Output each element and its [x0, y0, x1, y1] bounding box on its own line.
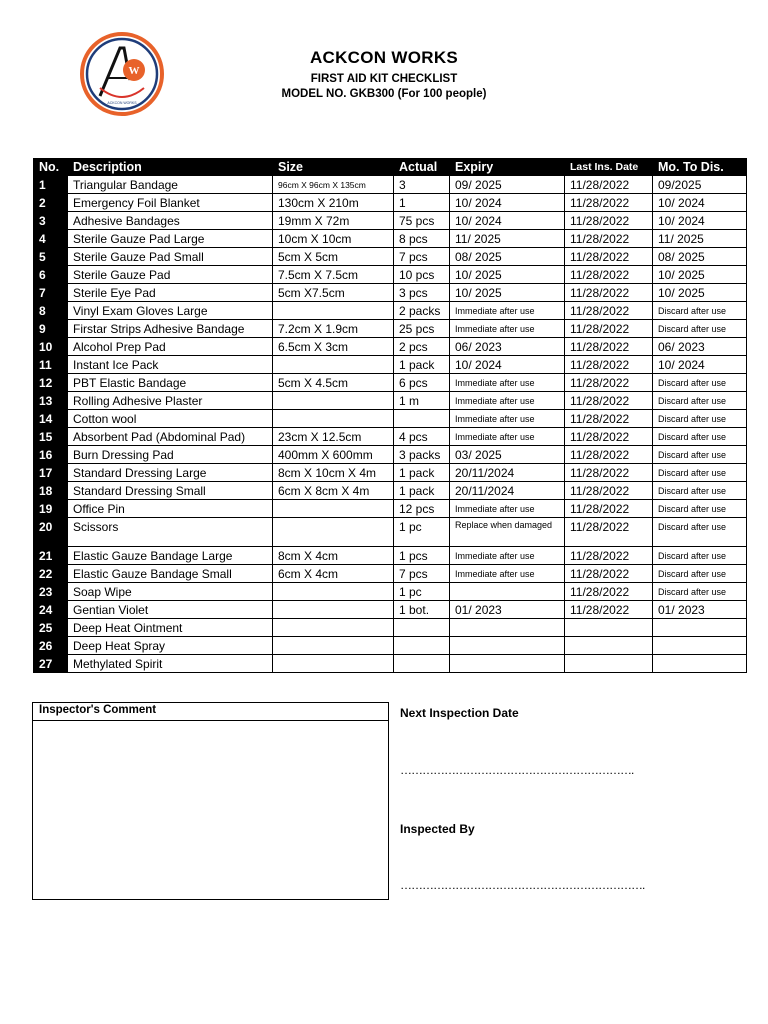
row-mo-to-dis: 11/ 2025 [653, 230, 747, 248]
row-no: 10 [34, 338, 68, 356]
row-size: 8cm X 10cm X 4m [273, 464, 394, 482]
checklist-table [33, 158, 747, 673]
row-last-ins-date [565, 619, 653, 637]
row-description: Firstar Strips Adhesive Bandage [68, 320, 273, 338]
row-expiry [450, 619, 565, 637]
table-row [34, 392, 747, 410]
row-last-ins-date: 11/28/2022 [565, 266, 653, 284]
row-size: 6cm X 8cm X 4m [273, 482, 394, 500]
row-mo-to-dis: 01/ 2023 [653, 601, 747, 619]
row-last-ins-date [565, 655, 653, 673]
row-mo-to-dis: Discard after use [653, 374, 747, 392]
row-no: 11 [34, 356, 68, 374]
row-no: 27 [34, 655, 68, 673]
row-no: 8 [34, 302, 68, 320]
row-last-ins-date: 11/28/2022 [565, 428, 653, 446]
row-expiry: 10/ 2024 [450, 194, 565, 212]
row-mo-to-dis: 08/ 2025 [653, 248, 747, 266]
row-actual: 25 pcs [394, 320, 450, 338]
row-expiry: Immediate after use [450, 565, 565, 583]
row-no: 5 [34, 248, 68, 266]
table-row [34, 565, 747, 583]
row-last-ins-date: 11/28/2022 [565, 464, 653, 482]
row-last-ins-date: 11/28/2022 [565, 565, 653, 583]
row-no: 17 [34, 464, 68, 482]
row-size: 130cm X 210m [273, 194, 394, 212]
row-description: Burn Dressing Pad [68, 446, 273, 464]
row-actual [394, 637, 450, 655]
row-expiry: Immediate after use [450, 320, 565, 338]
row-mo-to-dis: Discard after use [653, 464, 747, 482]
row-size [273, 601, 394, 619]
row-actual: 8 pcs [394, 230, 450, 248]
row-no: 15 [34, 428, 68, 446]
row-description: Sterile Gauze Pad Small [68, 248, 273, 266]
col-header-last-ins-date: Last Ins. Date [565, 159, 653, 176]
table-row [34, 374, 747, 392]
row-description: Methylated Spirit [68, 655, 273, 673]
row-last-ins-date: 11/28/2022 [565, 248, 653, 266]
row-last-ins-date: 11/28/2022 [565, 374, 653, 392]
row-description: PBT Elastic Bandage [68, 374, 273, 392]
row-last-ins-date: 11/28/2022 [565, 284, 653, 302]
row-expiry: 01/ 2023 [450, 601, 565, 619]
row-description: Rolling Adhesive Plaster [68, 392, 273, 410]
row-actual: 1 [394, 194, 450, 212]
row-actual [394, 619, 450, 637]
row-no: 26 [34, 637, 68, 655]
row-actual: 1 pcs [394, 547, 450, 565]
row-no: 7 [34, 284, 68, 302]
row-expiry: 06/ 2023 [450, 338, 565, 356]
row-description: Elastic Gauze Bandage Small [68, 565, 273, 583]
table-row [34, 410, 747, 428]
row-expiry: Immediate after use [450, 392, 565, 410]
table-row [34, 302, 747, 320]
row-actual: 12 pcs [394, 500, 450, 518]
row-expiry: 10/ 2024 [450, 356, 565, 374]
col-header-actual: Actual [394, 159, 450, 176]
row-size: 5cm X 5cm [273, 248, 394, 266]
row-size [273, 619, 394, 637]
row-description: Triangular Bandage [68, 176, 273, 194]
row-expiry: 20/11/2024 [450, 482, 565, 500]
row-size [273, 583, 394, 601]
row-actual: 3 pcs [394, 284, 450, 302]
row-no: 16 [34, 446, 68, 464]
table-row [34, 619, 747, 637]
row-no: 25 [34, 619, 68, 637]
row-size: 5cm X7.5cm [273, 284, 394, 302]
table-row [34, 266, 747, 284]
row-expiry [450, 637, 565, 655]
row-description: Vinyl Exam Gloves Large [68, 302, 273, 320]
table-header-row [34, 159, 747, 176]
col-header-expiry: Expiry [450, 159, 565, 176]
row-actual: 2 packs [394, 302, 450, 320]
row-description: Standard Dressing Small [68, 482, 273, 500]
row-last-ins-date: 11/28/2022 [565, 547, 653, 565]
document-subtitle: FIRST AID KIT CHECKLIST [310, 73, 458, 85]
row-description: Deep Heat Spray [68, 637, 273, 655]
row-mo-to-dis: 10/ 2024 [653, 194, 747, 212]
table-row [34, 428, 747, 446]
row-no: 12 [34, 374, 68, 392]
row-mo-to-dis: Discard after use [653, 565, 747, 583]
row-size: 7.2cm X 1.9cm [273, 320, 394, 338]
next-inspection-date-line[interactable]: ………………………………………………………. [400, 763, 634, 777]
row-mo-to-dis [653, 637, 747, 655]
table-row [34, 500, 747, 518]
row-mo-to-dis: Discard after use [653, 482, 747, 500]
row-no: 23 [34, 583, 68, 601]
table-row [34, 338, 747, 356]
row-no: 13 [34, 392, 68, 410]
row-mo-to-dis: 10/ 2024 [653, 212, 747, 230]
table-row [34, 482, 747, 500]
row-description: Soap Wipe [68, 583, 273, 601]
row-size: 23cm X 12.5cm [273, 428, 394, 446]
row-size: 6.5cm X 3cm [273, 338, 394, 356]
row-mo-to-dis [653, 619, 747, 637]
row-size: 400mm X 600mm [273, 446, 394, 464]
row-actual: 1 pc [394, 518, 450, 547]
row-size [273, 518, 394, 547]
row-expiry: 20/11/2024 [450, 464, 565, 482]
row-actual: 2 pcs [394, 338, 450, 356]
row-mo-to-dis: 09/2025 [653, 176, 747, 194]
row-expiry: Immediate after use [450, 374, 565, 392]
row-last-ins-date: 11/28/2022 [565, 482, 653, 500]
table-row [34, 194, 747, 212]
row-mo-to-dis: Discard after use [653, 500, 747, 518]
row-last-ins-date: 11/28/2022 [565, 302, 653, 320]
row-mo-to-dis: Discard after use [653, 410, 747, 428]
row-expiry: 03/ 2025 [450, 446, 565, 464]
col-header-no: No. [34, 159, 68, 176]
row-size [273, 500, 394, 518]
document-header [0, 48, 768, 100]
table-row [34, 248, 747, 266]
row-actual [394, 655, 450, 673]
next-inspection-date-label: Next Inspection Date [400, 706, 519, 720]
row-description: Adhesive Bandages [68, 212, 273, 230]
row-expiry [450, 583, 565, 601]
row-mo-to-dis: Discard after use [653, 518, 747, 547]
row-description: Alcohol Prep Pad [68, 338, 273, 356]
row-size [273, 637, 394, 655]
row-size [273, 302, 394, 320]
row-actual: 1 pack [394, 356, 450, 374]
row-last-ins-date: 11/28/2022 [565, 518, 653, 547]
row-mo-to-dis [653, 655, 747, 673]
row-mo-to-dis: Discard after use [653, 428, 747, 446]
row-mo-to-dis: Discard after use [653, 320, 747, 338]
row-expiry: Immediate after use [450, 547, 565, 565]
row-actual: 7 pcs [394, 565, 450, 583]
row-no: 2 [34, 194, 68, 212]
row-last-ins-date: 11/28/2022 [565, 230, 653, 248]
row-last-ins-date: 11/28/2022 [565, 392, 653, 410]
row-actual: 4 pcs [394, 428, 450, 446]
table-row [34, 655, 747, 673]
row-expiry: 08/ 2025 [450, 248, 565, 266]
table-row [34, 464, 747, 482]
row-description: Gentian Violet [68, 601, 273, 619]
row-no: 20 [34, 518, 68, 547]
row-size: 6cm X 4cm [273, 565, 394, 583]
row-actual: 1 bot. [394, 601, 450, 619]
row-no: 14 [34, 410, 68, 428]
table-row [34, 176, 747, 194]
row-last-ins-date: 11/28/2022 [565, 338, 653, 356]
row-actual: 1 pc [394, 583, 450, 601]
table-row [34, 230, 747, 248]
row-last-ins-date: 11/28/2022 [565, 320, 653, 338]
row-description: Standard Dressing Large [68, 464, 273, 482]
row-last-ins-date: 11/28/2022 [565, 410, 653, 428]
row-last-ins-date: 11/28/2022 [565, 601, 653, 619]
row-mo-to-dis: 06/ 2023 [653, 338, 747, 356]
table-row [34, 547, 747, 565]
inspector-comment-box[interactable] [32, 702, 389, 900]
row-description: Emergency Foil Blanket [68, 194, 273, 212]
svg-text:ACKCON WORKS: ACKCON WORKS [107, 101, 137, 105]
row-actual: 3 [394, 176, 450, 194]
row-no: 21 [34, 547, 68, 565]
table-row [34, 637, 747, 655]
inspector-comment-label: Inspector's Comment [33, 703, 388, 721]
row-size [273, 356, 394, 374]
row-actual: 1 pack [394, 464, 450, 482]
row-size: 5cm X 4.5cm [273, 374, 394, 392]
table-row [34, 446, 747, 464]
row-size: 96cm X 96cm X 135cm [273, 176, 394, 194]
row-actual [394, 410, 450, 428]
row-description: Sterile Gauze Pad Large [68, 230, 273, 248]
row-size: 8cm X 4cm [273, 547, 394, 565]
row-actual: 7 pcs [394, 248, 450, 266]
row-description: Instant Ice Pack [68, 356, 273, 374]
row-description: Scissors [68, 518, 273, 547]
table-row [34, 601, 747, 619]
row-actual: 1 m [394, 392, 450, 410]
company-name: ACKCON WORKS [309, 48, 459, 67]
row-no: 3 [34, 212, 68, 230]
row-last-ins-date: 11/28/2022 [565, 176, 653, 194]
inspected-by-label: Inspected By [400, 822, 475, 836]
row-last-ins-date: 11/28/2022 [565, 194, 653, 212]
row-expiry [450, 655, 565, 673]
row-description: Cotton wool [68, 410, 273, 428]
row-no: 4 [34, 230, 68, 248]
row-last-ins-date [565, 637, 653, 655]
row-no: 9 [34, 320, 68, 338]
row-expiry: 09/ 2025 [450, 176, 565, 194]
col-header-size: Size [273, 159, 394, 176]
table-row [34, 320, 747, 338]
row-last-ins-date: 11/28/2022 [565, 446, 653, 464]
row-size: 19mm X 72m [273, 212, 394, 230]
table-row [34, 356, 747, 374]
row-mo-to-dis: 10/ 2025 [653, 266, 747, 284]
row-no: 24 [34, 601, 68, 619]
row-expiry: Immediate after use [450, 428, 565, 446]
model-number: MODEL NO. GKB300 (For 100 people) [281, 88, 487, 100]
row-expiry: Immediate after use [450, 410, 565, 428]
row-description: Absorbent Pad (Abdominal Pad) [68, 428, 273, 446]
row-expiry: 10/ 2024 [450, 212, 565, 230]
row-mo-to-dis: Discard after use [653, 446, 747, 464]
row-no: 1 [34, 176, 68, 194]
row-no: 18 [34, 482, 68, 500]
row-actual: 75 pcs [394, 212, 450, 230]
row-no: 19 [34, 500, 68, 518]
row-expiry: Replace when damaged [450, 518, 565, 547]
row-actual: 1 pack [394, 482, 450, 500]
row-mo-to-dis: Discard after use [653, 302, 747, 320]
row-mo-to-dis: Discard after use [653, 392, 747, 410]
row-mo-to-dis: 10/ 2025 [653, 284, 747, 302]
row-last-ins-date: 11/28/2022 [565, 212, 653, 230]
row-mo-to-dis: 10/ 2024 [653, 356, 747, 374]
row-expiry: Immediate after use [450, 500, 565, 518]
row-no: 22 [34, 565, 68, 583]
svg-text:W: W [128, 65, 140, 77]
row-no: 6 [34, 266, 68, 284]
row-description: Elastic Gauze Bandage Large [68, 547, 273, 565]
table-row [34, 284, 747, 302]
row-actual: 10 pcs [394, 266, 450, 284]
row-actual: 3 packs [394, 446, 450, 464]
row-last-ins-date: 11/28/2022 [565, 583, 653, 601]
row-actual: 6 pcs [394, 374, 450, 392]
row-expiry: 10/ 2025 [450, 284, 565, 302]
table-row [34, 212, 747, 230]
row-last-ins-date: 11/28/2022 [565, 500, 653, 518]
col-header-mo-to-dis: Mo. To Dis. [653, 159, 747, 176]
row-size [273, 410, 394, 428]
row-size: 7.5cm X 7.5cm [273, 266, 394, 284]
row-expiry: 10/ 2025 [450, 266, 565, 284]
row-expiry: 11/ 2025 [450, 230, 565, 248]
table-row [34, 583, 747, 601]
row-description: Sterile Eye Pad [68, 284, 273, 302]
row-last-ins-date: 11/28/2022 [565, 356, 653, 374]
row-expiry: Immediate after use [450, 302, 565, 320]
row-size [273, 655, 394, 673]
row-description: Deep Heat Ointment [68, 619, 273, 637]
row-description: Sterile Gauze Pad [68, 266, 273, 284]
table-row [34, 518, 747, 547]
col-header-description: Description [68, 159, 273, 176]
inspected-by-line[interactable]: …………………………………………………………. [400, 878, 645, 892]
row-description: Office Pin [68, 500, 273, 518]
row-mo-to-dis: Discard after use [653, 547, 747, 565]
row-mo-to-dis: Discard after use [653, 583, 747, 601]
row-size [273, 392, 394, 410]
row-size: 10cm X 10cm [273, 230, 394, 248]
